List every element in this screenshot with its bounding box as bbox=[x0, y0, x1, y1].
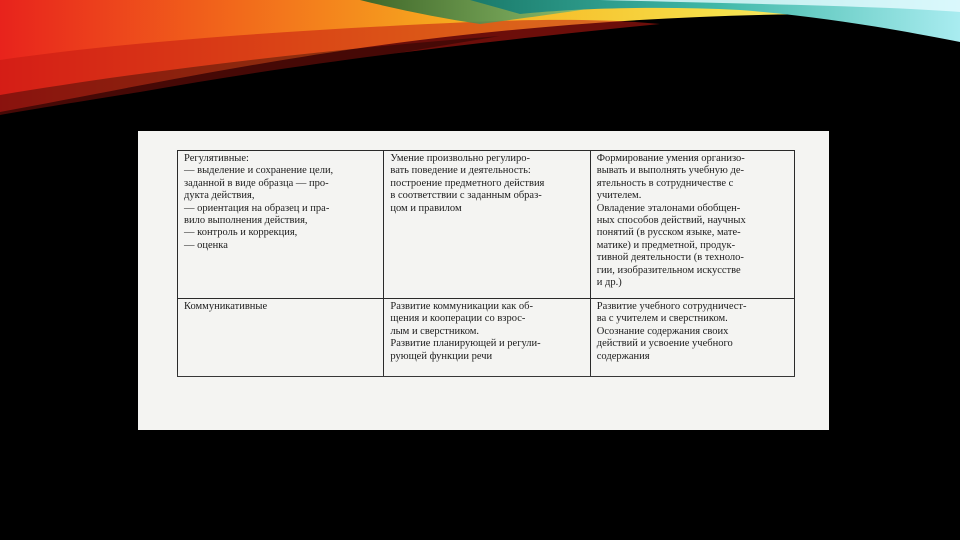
cell-text-line: построение предметного действия bbox=[390, 177, 545, 189]
scanned-table-image bbox=[138, 131, 829, 430]
cell-text-line: Коммуникативные bbox=[184, 301, 268, 312]
cell-text-line: вило выполнения действия, bbox=[184, 215, 308, 227]
cell-communicative-type bbox=[178, 299, 384, 377]
cell-communicative-description bbox=[384, 299, 590, 377]
decorative-swoosh bbox=[0, 0, 960, 120]
cell-regulatory-type bbox=[178, 151, 384, 299]
cell-text-line: матике) и предметной, продук- bbox=[596, 239, 736, 251]
cell-regulatory-description bbox=[384, 151, 590, 299]
table-row-regulatory bbox=[178, 151, 795, 299]
cell-text-line: рующей функции речи bbox=[390, 350, 493, 362]
cell-text-line: вывать и выполнять учебную де- bbox=[596, 165, 745, 177]
cell-text-line: заданной в виде образца — про- bbox=[184, 177, 329, 189]
cell-text-line: понятий (в русском языке, мате- bbox=[596, 227, 741, 239]
competency-table bbox=[177, 150, 795, 377]
cell-text-line: — выделение и сохранение цели, bbox=[184, 165, 334, 177]
scan-bleed-through bbox=[177, 371, 795, 430]
cell-text-line: ятельность в сотрудничестве с bbox=[596, 177, 734, 189]
cell-text-line: действий и усвоение учебного bbox=[596, 338, 733, 350]
cell-text-line: Умение произвольно регулиро- bbox=[390, 153, 530, 164]
cell-text-line: лым и сверстником. bbox=[390, 325, 480, 337]
cell-text-line: щения и кооперации со взрос- bbox=[390, 313, 526, 325]
table-row-communicative bbox=[178, 299, 795, 377]
cell-communicative-development bbox=[590, 299, 794, 377]
cell-text-line: и др.) bbox=[596, 277, 622, 289]
cell-text-line: тивной деятельности (в техноло- bbox=[596, 252, 744, 264]
cell-text-line: ва с учителем и сверстником. bbox=[596, 313, 728, 325]
cell-text-line: Регулятивные: bbox=[184, 153, 249, 164]
cell-text-line: вать поведение и деятельность: bbox=[390, 165, 531, 177]
cell-text-line: — ориентация на образец и пра- bbox=[184, 202, 330, 214]
cell-text-line: Овладение эталонами обобщен- bbox=[596, 202, 741, 214]
cell-text-line: — контроль и коррекция, bbox=[184, 227, 298, 239]
cell-text-line: в соответствии с заданным образ- bbox=[390, 190, 542, 202]
cell-text-line: дукта действия, bbox=[184, 190, 255, 202]
cell-text-line: содержания bbox=[596, 350, 650, 362]
cell-regulatory-development bbox=[590, 151, 794, 299]
cell-text-line: Развитие планирующей и регули- bbox=[390, 338, 541, 350]
cell-text-line: Развитие коммуникации как об- bbox=[390, 301, 533, 312]
cell-text-line: Формирование умения организо- bbox=[596, 153, 745, 164]
cell-text-line: Осознание содержания своих bbox=[596, 325, 729, 337]
cell-text-line: ных способов действий, научных bbox=[596, 215, 746, 227]
cell-text-line: гии, изобразительном искусстве bbox=[596, 264, 741, 276]
cell-text-line: цом и правилом bbox=[390, 202, 462, 214]
cell-text-line: учителем. bbox=[596, 190, 642, 202]
cell-text-line: Развитие учебного сотрудничест- bbox=[596, 301, 747, 312]
cell-text-line: — оценка bbox=[184, 239, 228, 251]
